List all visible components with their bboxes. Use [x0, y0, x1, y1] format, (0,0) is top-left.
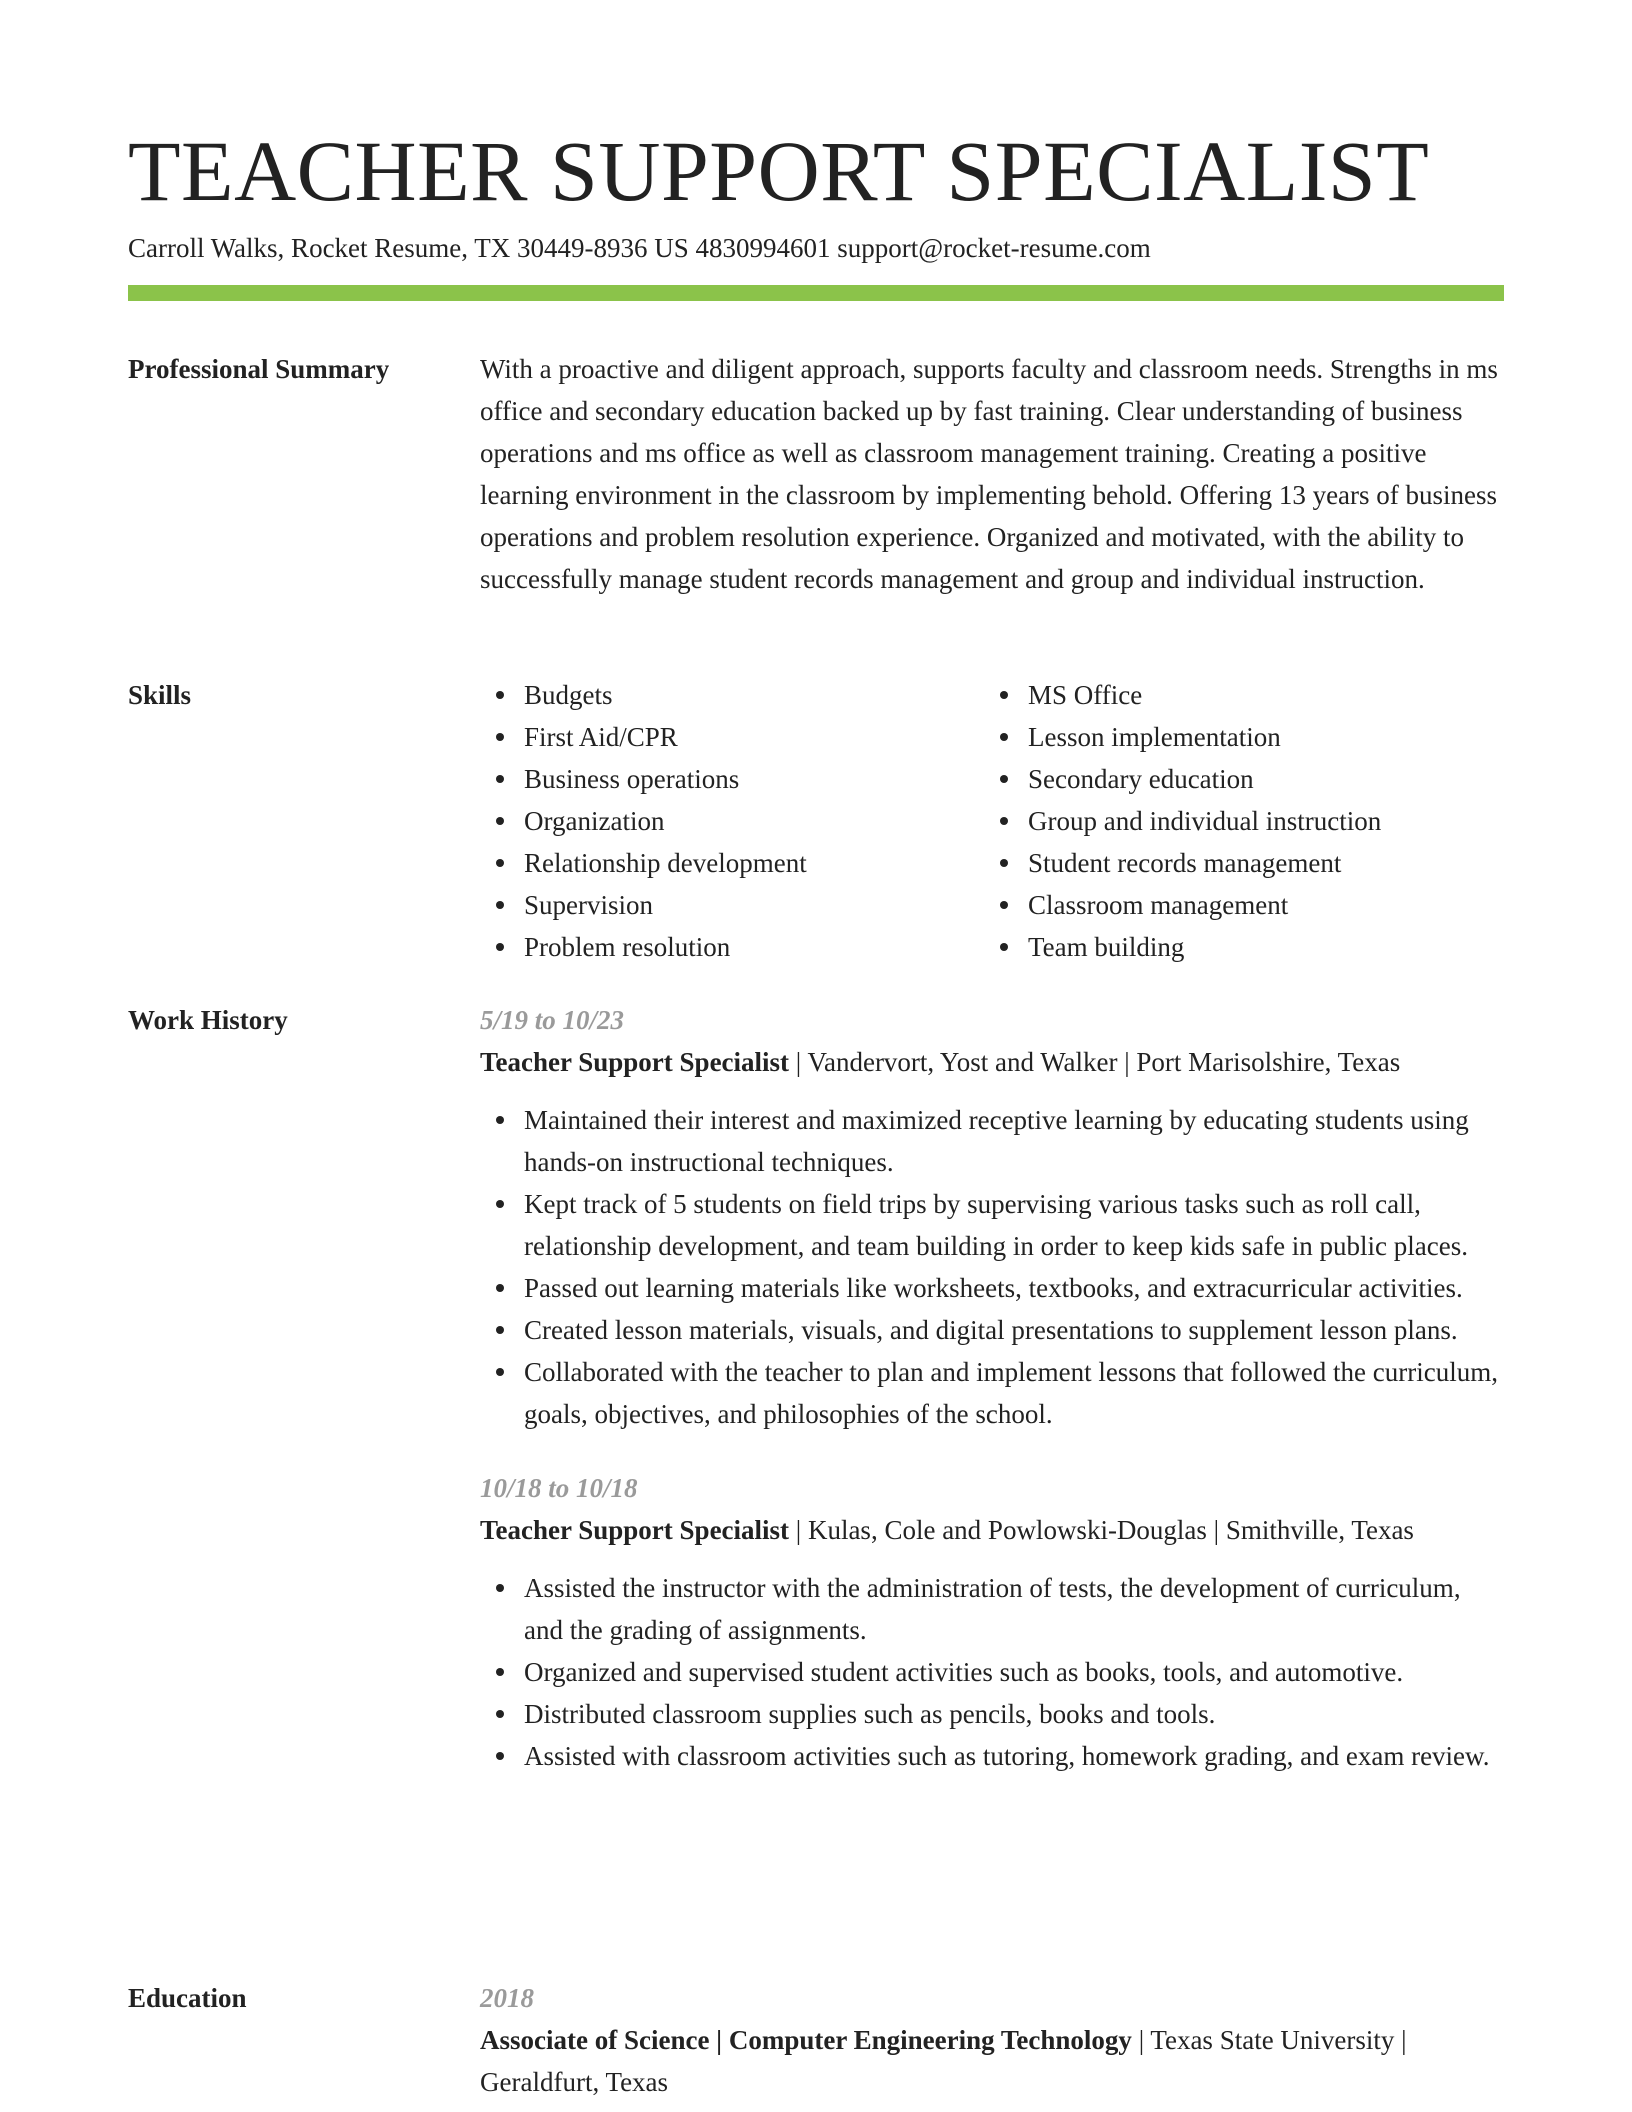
- skill-item: Secondary education: [984, 758, 1488, 800]
- skill-item: First Aid/CPR: [480, 716, 984, 758]
- job-employer-location: | Vandervort, Yost and Walker | Port Marisolshire, Texas: [789, 1047, 1401, 1077]
- job-title-line: [480, 1041, 1504, 1083]
- job-entry: [480, 1467, 1504, 1777]
- skill-item: MS Office: [984, 674, 1488, 716]
- skill-item: Student records management: [984, 842, 1488, 884]
- skill-item: Supervision: [480, 884, 984, 926]
- job-bullet: Distributed classroom supplies such as pencils, books and tools.: [480, 1693, 1504, 1735]
- job-dates: 5/19 to 10/23: [480, 1005, 625, 1035]
- contact-line: Carroll Walks, Rocket Resume, TX 30449-8936 US 4830994601 support@rocket-resume.com: [128, 233, 1151, 263]
- job-bullet: Assisted with classroom activities such as tutoring, homework grading, and exam review.: [480, 1735, 1504, 1777]
- skills-label: Skills: [128, 680, 192, 710]
- skill-item: Lesson implementation: [984, 716, 1488, 758]
- education-year: 2018: [480, 1983, 534, 2013]
- skill-item: Problem resolution: [480, 926, 984, 968]
- job-list: [480, 999, 1504, 1777]
- skill-item: Classroom management: [984, 884, 1488, 926]
- job-bullet: Assisted the instructor with the administration of tests, the development of curriculum, and the grading of assignments.: [480, 1567, 1504, 1651]
- job-entry: [480, 999, 1504, 1435]
- job-bullet: Organized and supervised student activities such as books, tools, and automotive.: [480, 1651, 1504, 1693]
- education-school: | Texas State University | Geraldfurt, Texas: [480, 2025, 1407, 2097]
- job-bullet: Collaborated with the teacher to plan and implement lessons that followed the curriculum, goals, objectives, and philosophies of the school.: [480, 1351, 1504, 1435]
- job-dates: 10/18 to 10/18: [480, 1473, 638, 1503]
- work-history-label: Work History: [128, 1005, 288, 1035]
- job-title: Teacher Support Specialist: [480, 1515, 790, 1545]
- job-bullet: Created lesson materials, visuals, and digital presentations to supplement lesson plans.: [480, 1309, 1504, 1351]
- skill-item: Budgets: [480, 674, 984, 716]
- skills-list-right: [984, 674, 1488, 968]
- job-title: Teacher Support Specialist: [480, 1047, 790, 1077]
- job-title-line: [480, 1509, 1504, 1551]
- skills-list-left: [480, 674, 984, 968]
- skill-item: Group and individual instruction: [984, 800, 1488, 842]
- education-entry: [480, 1977, 1504, 2103]
- job-bullet-list: [480, 1567, 1504, 1777]
- skill-item: Organization: [480, 800, 984, 842]
- skill-item: Business operations: [480, 758, 984, 800]
- education-degree: Associate of Science | Computer Engineering Technology: [480, 2025, 1132, 2055]
- job-bullet: Kept track of 5 students on field trips by supervising various tasks such as roll call, relationship development, and team building in order to keep kids safe in public places.: [480, 1183, 1504, 1267]
- job-bullet: Passed out learning materials like worksheets, textbooks, and extracurricular activities.: [480, 1267, 1504, 1309]
- summary-text: With a proactive and diligent approach, supports faculty and classroom needs. Strengths in ms office and secondary education backed up by fast training. Clear understanding of business operations and ms office as well as classroom management training. Creating a positive learning environment in the classroom by implementing behold. Offering 13 years of business operations and problem resolution experience. Organized and motivated, with the ability to successfully manage student records management and group and individual instruction.: [480, 354, 1498, 594]
- resume-title: TEACHER SUPPORT SPECIALIST: [128, 123, 1430, 219]
- job-employer-location: | Kulas, Cole and Powlowski-Douglas | Smithville, Texas: [789, 1515, 1414, 1545]
- header-accent-rule: [128, 285, 1504, 301]
- skill-item: Relationship development: [480, 842, 984, 884]
- education-line: [480, 2019, 1504, 2103]
- summary-label: Professional Summary: [128, 354, 390, 384]
- skills-columns: [480, 674, 1504, 968]
- job-bullet-list: [480, 1099, 1504, 1435]
- education-label: Education: [128, 1983, 247, 2013]
- skill-item: Team building: [984, 926, 1488, 968]
- job-bullet: Maintained their interest and maximized receptive learning by educating students using hands-on instructional techniques.: [480, 1099, 1504, 1183]
